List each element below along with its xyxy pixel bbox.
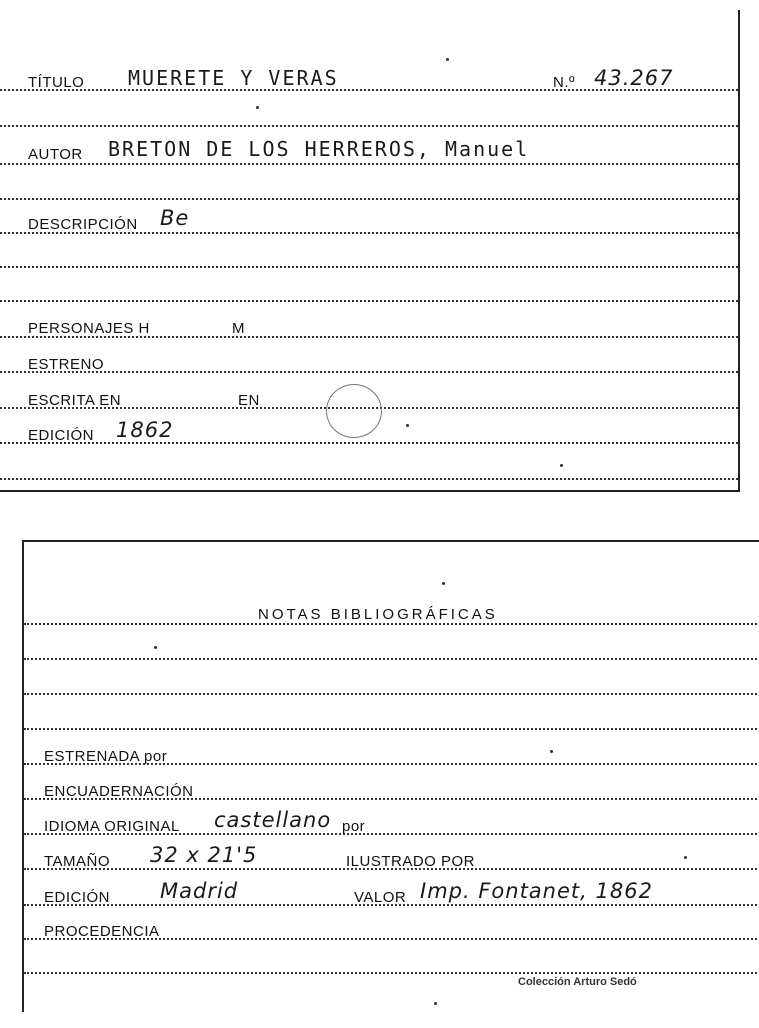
paper-speck bbox=[434, 1002, 437, 1005]
rule-line bbox=[24, 728, 759, 730]
rule-line bbox=[0, 198, 738, 200]
catalog-card-front bbox=[0, 10, 740, 492]
titulo-value: MUERETE Y VERAS bbox=[128, 66, 339, 90]
idioma-por-label: por bbox=[342, 818, 366, 835]
rule-line bbox=[0, 478, 738, 480]
idioma-value: castellano bbox=[214, 808, 332, 832]
paper-speck bbox=[406, 424, 409, 427]
descripcion-label: DESCRIPCIÓN bbox=[28, 216, 138, 233]
escrita-label: ESCRITA EN bbox=[28, 392, 122, 409]
ilustrado-label: ILUSTRADO POR bbox=[346, 853, 476, 870]
rule-line bbox=[24, 693, 759, 695]
edicion-back-label: EDICIÓN bbox=[44, 889, 111, 906]
rule-line bbox=[0, 125, 738, 127]
rule-line bbox=[0, 266, 738, 268]
paper-speck bbox=[154, 646, 157, 649]
personajes-label: PERSONAJES H bbox=[28, 320, 150, 337]
collection-stamp: Colección Arturo Sedó bbox=[518, 976, 637, 988]
paper-speck bbox=[560, 464, 563, 467]
encuadernacion-label: ENCUADERNACIÓN bbox=[44, 783, 194, 800]
autor-value: BRETON DE LOS HERREROS, Manuel bbox=[108, 137, 530, 161]
rule-line bbox=[0, 163, 738, 165]
valor-label: VALOR bbox=[354, 889, 407, 906]
rule-line bbox=[0, 371, 738, 373]
estreno-label: ESTRENO bbox=[28, 356, 105, 373]
procedencia-label: PROCEDENCIA bbox=[44, 923, 160, 940]
edicion-value: 1862 bbox=[116, 418, 174, 442]
autor-label: AUTOR bbox=[28, 146, 83, 163]
numero-label: N.º bbox=[553, 74, 575, 91]
rule-line bbox=[24, 972, 759, 974]
paper-speck bbox=[550, 750, 553, 753]
idioma-label: IDIOMA ORIGINAL bbox=[44, 818, 180, 835]
edicion-back-value: Madrid bbox=[160, 879, 239, 903]
rule-line bbox=[24, 623, 759, 625]
tamano-value: 32 x 21'5 bbox=[150, 843, 258, 867]
paper-speck bbox=[684, 856, 687, 859]
rule-line bbox=[0, 442, 738, 444]
catalog-card-back bbox=[22, 540, 759, 1012]
paper-speck bbox=[256, 106, 259, 109]
paper-smudge bbox=[326, 384, 382, 438]
titulo-label: TÍTULO bbox=[28, 74, 85, 91]
valor-value: Imp. Fontanet, 1862 bbox=[420, 879, 653, 903]
estrenada-label: ESTRENADA por bbox=[44, 748, 168, 765]
paper-speck bbox=[446, 58, 449, 61]
notas-heading: NOTAS BIBLIOGRÁFICAS bbox=[258, 606, 498, 623]
tamano-label: TAMAÑO bbox=[44, 853, 111, 870]
numero-value: 43.267 bbox=[594, 66, 674, 90]
rule-line bbox=[0, 300, 738, 302]
rule-line bbox=[24, 658, 759, 660]
escrita-en2-label: EN bbox=[238, 392, 260, 409]
personajes-m-label: M bbox=[232, 320, 245, 337]
descripcion-value: Be bbox=[160, 206, 190, 230]
paper-speck bbox=[442, 582, 445, 585]
edicion-label: EDICIÓN bbox=[28, 427, 95, 444]
